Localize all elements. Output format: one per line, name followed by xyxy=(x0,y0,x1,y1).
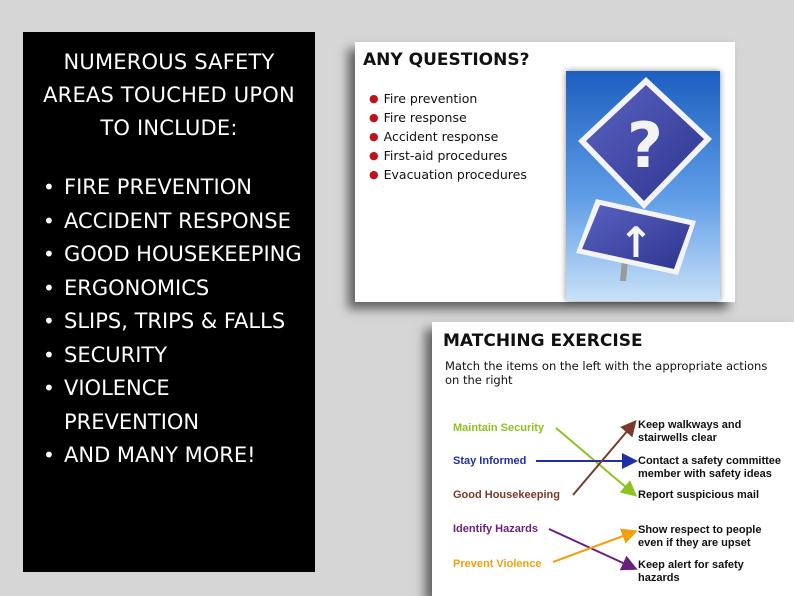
list-item xyxy=(23,272,315,306)
list-item-label: GOOD HOUSEKEEPING xyxy=(64,242,302,266)
question-sign-image xyxy=(566,71,720,301)
list-item-label: Evacuation procedures xyxy=(383,167,527,182)
red-bullet-icon: ● xyxy=(369,111,379,124)
bullet-icon: • xyxy=(43,242,55,266)
match-right-suspicious-mail: Report suspicious mail xyxy=(638,489,760,501)
safety-areas-list xyxy=(23,171,315,473)
list-item-label: SLIPS, TRIPS & FALLS xyxy=(64,309,286,333)
red-bullet-icon: ● xyxy=(369,130,379,143)
list-item-label: VIOLENCE PREVENTION xyxy=(64,376,200,434)
list-item-label: Accident response xyxy=(383,129,499,144)
list-item xyxy=(369,89,527,108)
list-item xyxy=(23,339,315,373)
list-item-label: First-aid procedures xyxy=(383,148,508,163)
list-item-label: SECURITY xyxy=(64,342,168,367)
match-right-walkways: Keep walkways and stairwells clear xyxy=(638,419,742,444)
bullet-icon: • xyxy=(43,342,55,367)
list-item-label: ACCIDENT RESPONSE xyxy=(64,208,291,233)
bullet-icon: • xyxy=(43,376,55,400)
bullet-icon: • xyxy=(43,275,55,300)
bullet-icon: • xyxy=(43,309,55,333)
match-right-keep-alert: Keep alert for safety hazards xyxy=(638,559,744,584)
list-item xyxy=(23,305,315,339)
list-item xyxy=(23,238,315,272)
questions-title: ANY QUESTIONS? xyxy=(363,50,530,70)
left-safety-panel xyxy=(23,32,315,572)
red-bullet-icon: ● xyxy=(369,149,379,162)
panel-heading: NUMEROUS SAFETY AREAS TOUCHED UPON TO INCLUDE: xyxy=(43,50,295,140)
list-item-label: FIRE PREVENTION xyxy=(64,175,252,199)
list-item-label: AND MANY MORE! xyxy=(64,443,256,467)
match-left-maintain-security: Maintain Security xyxy=(453,422,545,434)
questions-topic-list xyxy=(369,89,527,184)
question-mark-icon: ? xyxy=(627,109,663,182)
matching-slide xyxy=(432,322,794,596)
bullet-icon: • xyxy=(43,443,55,467)
list-item xyxy=(23,171,315,205)
red-bullet-icon: ● xyxy=(369,92,379,105)
list-item xyxy=(369,165,527,184)
list-item xyxy=(369,127,527,146)
list-item-label: Fire response xyxy=(383,110,467,125)
list-item xyxy=(23,372,315,439)
red-bullet-icon: ● xyxy=(369,168,379,181)
question-sign-illustration xyxy=(566,71,720,301)
list-item xyxy=(23,439,315,473)
arrow-up-icon: ↑ xyxy=(618,218,654,267)
list-item-label: Fire prevention xyxy=(383,91,478,106)
list-item-label: ERGONOMICS xyxy=(64,275,210,300)
list-item xyxy=(23,205,315,239)
match-right-show-respect: Show respect to people even if they are upset xyxy=(638,524,762,549)
list-item xyxy=(369,146,527,165)
bullet-icon: • xyxy=(43,208,55,233)
list-item xyxy=(369,108,527,127)
bullet-icon: • xyxy=(43,175,55,199)
match-left-stay-informed: Stay Informed xyxy=(453,455,527,467)
match-right-contact-committee: Contact a safety committee member with safety ideas xyxy=(638,455,782,480)
matching-description: Match the items on the left with the appropriate actions on the right xyxy=(445,359,768,387)
arrow-housekeeping-to-walkways xyxy=(573,423,634,495)
match-left-identify-hazards: Identify Hazards xyxy=(453,523,538,535)
match-left-good-housekeeping: Good Housekeeping xyxy=(453,489,560,501)
matching-title: MATCHING EXERCISE xyxy=(443,331,643,351)
questions-slide xyxy=(355,42,735,302)
match-left-prevent-violence: Prevent Violence xyxy=(453,558,542,570)
